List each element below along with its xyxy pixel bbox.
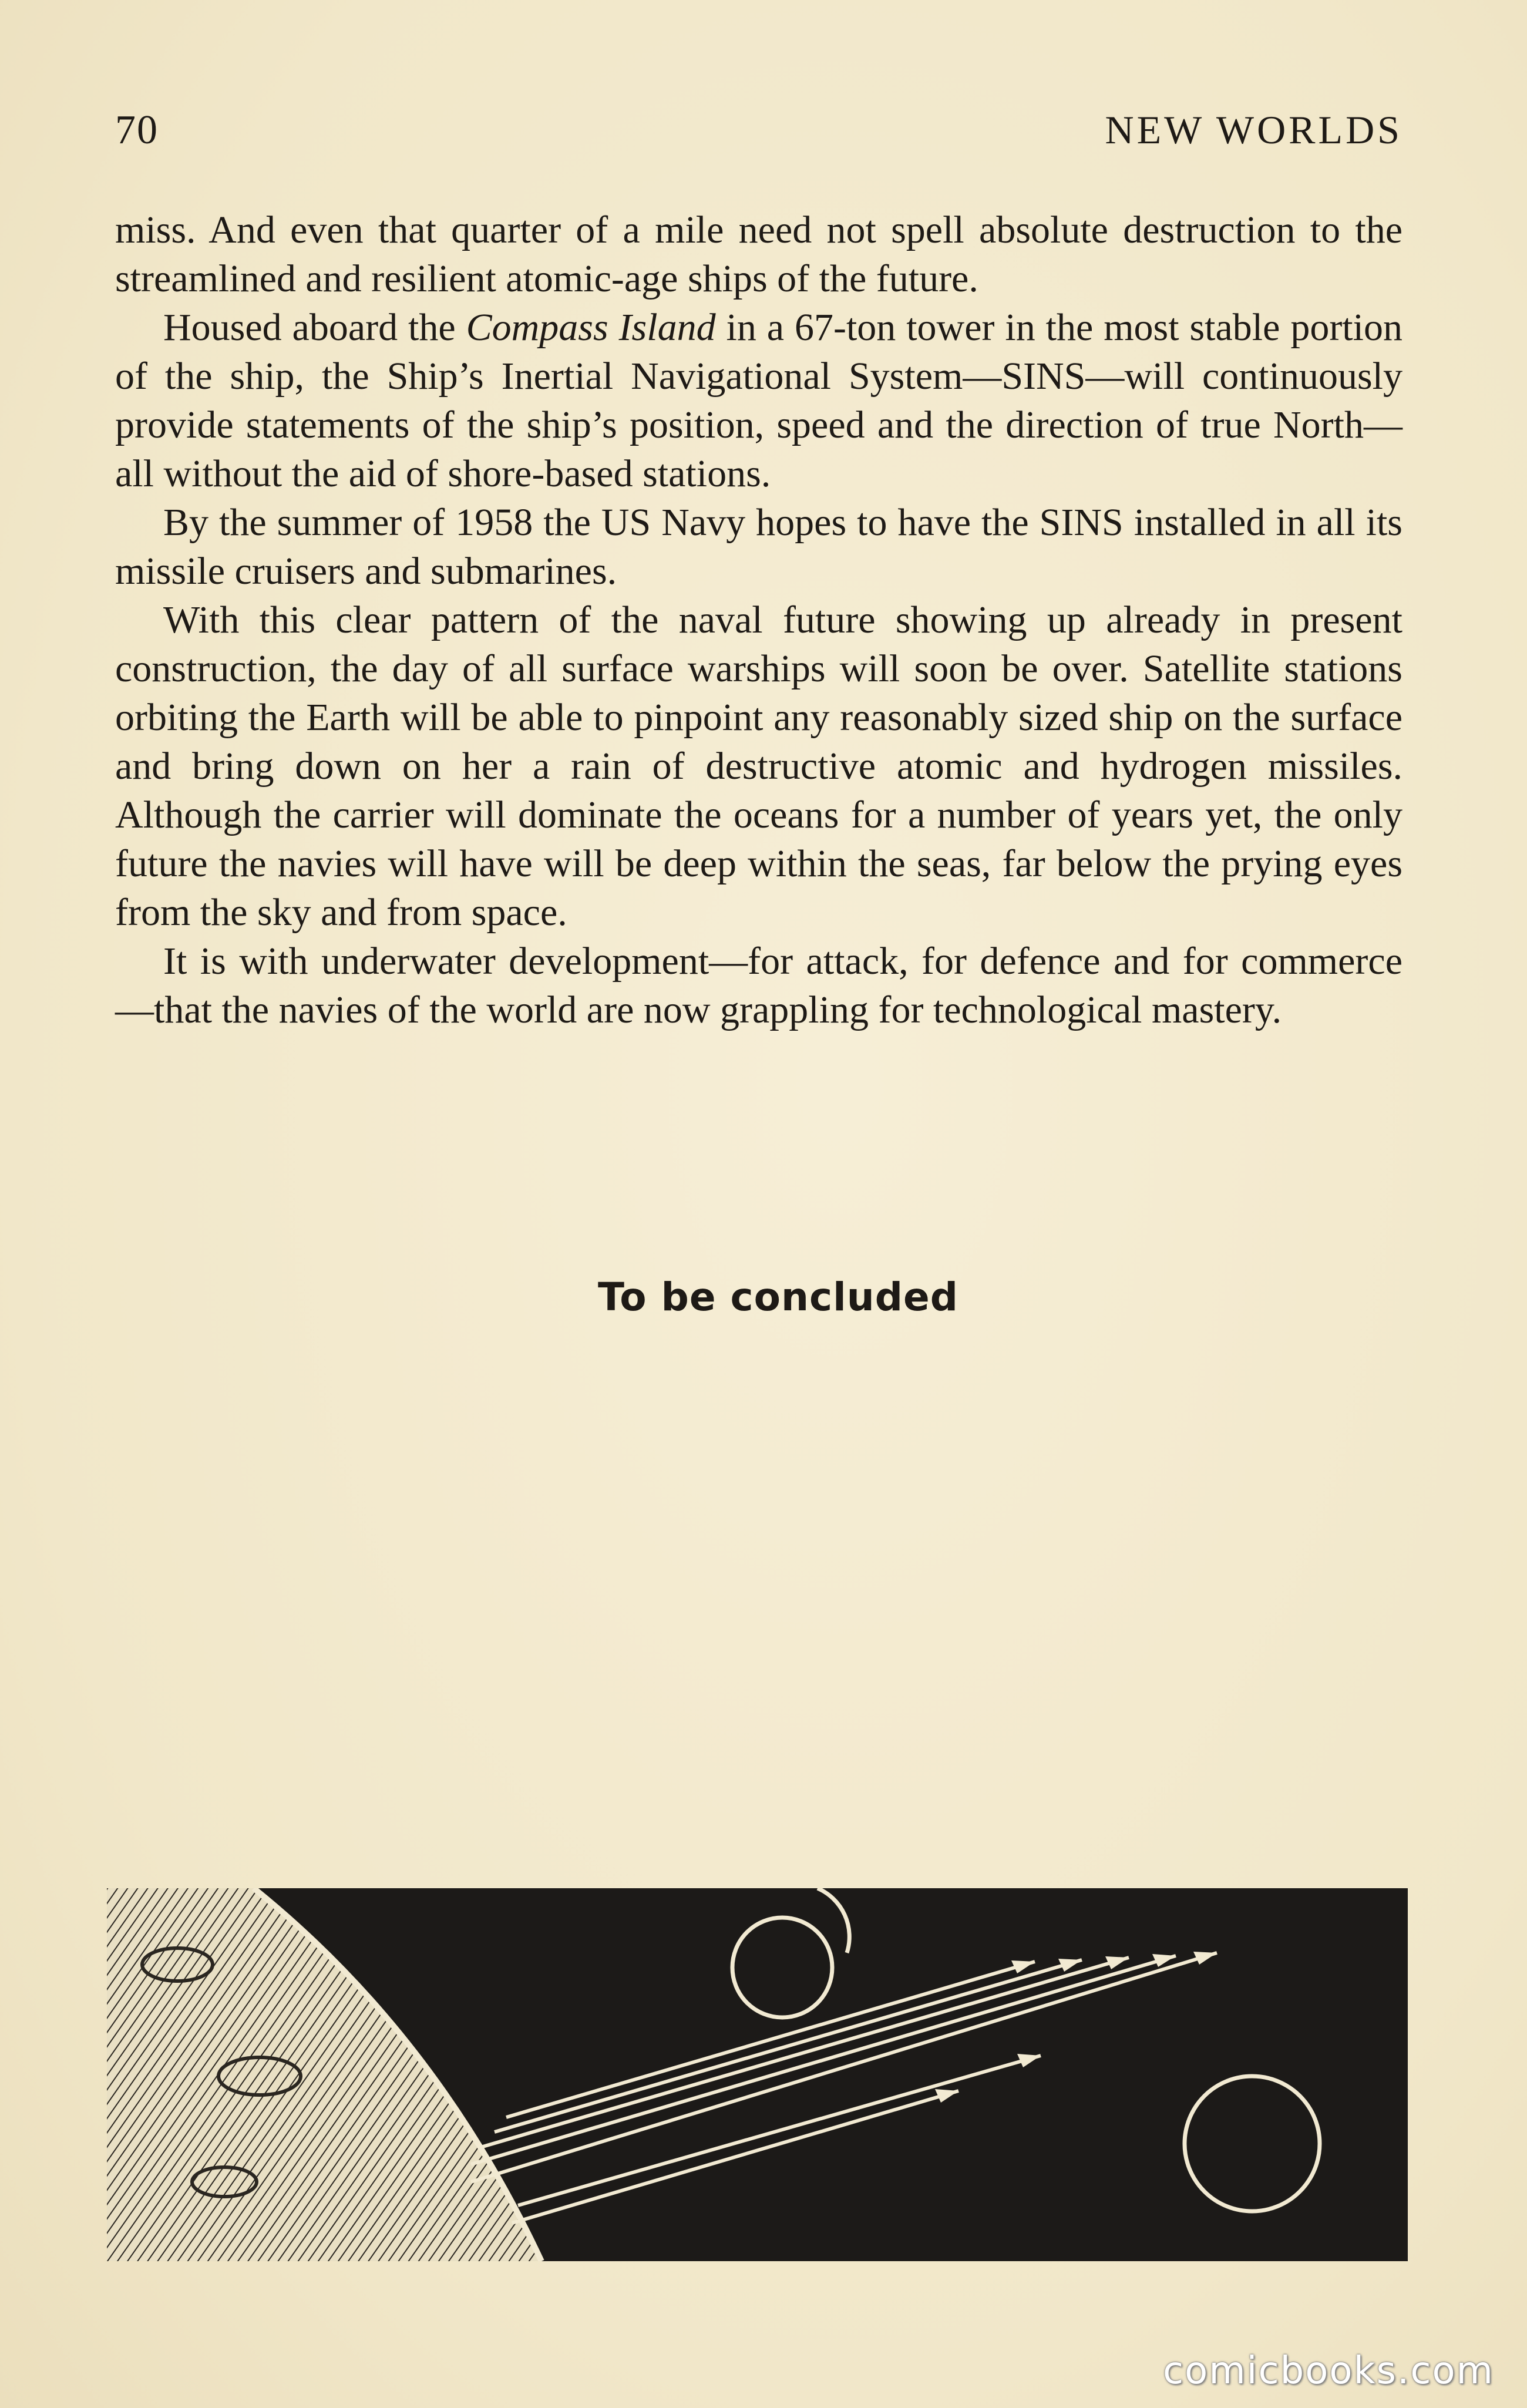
paragraph-5: It is with underwater development—for attack, for defence and for commerce—that the navies of the world are now grappling for technological mastery.	[115, 940, 1402, 1031]
page-number: 70	[115, 107, 159, 153]
running-head: NEW WORLDS	[1105, 107, 1402, 152]
space-illustration-svg	[107, 1888, 1408, 2261]
to-be-concluded: To be concluded	[598, 1274, 958, 1320]
paragraph-2-before: Housed aboard the	[163, 306, 466, 349]
paragraph-3: By the summer of 1958 the US Navy hopes to have the SINS installed in all its missile cruisers and submarines.	[115, 501, 1402, 593]
watermark: comicbooks.com	[1162, 2349, 1494, 2393]
page-header	[115, 107, 1402, 160]
article-body	[115, 206, 1402, 1034]
paragraph-4: With this clear pattern of the naval future showing up already in present construction, the day of all surface warships will soon be over. Satellite stations orbiting the Earth will be able to pinpoint any reasonably sized ship on the surface and bring down on her a rain of destructive atomic and hydrogen missiles. Although the carrier will dominate the oceans for a number of years yet, the only future the navies will have will be deep within the seas, far below the prying eyes from the sky and from space.	[115, 598, 1402, 934]
paragraph-1: miss. And even that quarter of a mile need not spell absolute destruction to the streamlined and resilient atomic-age ships of the future.	[115, 208, 1402, 300]
paragraph-2-after: in a 67-ton tower in the most stable portion of the ship, the Ship’s Inertial Navigational System—SINS—will continuously provide statements of the ship’s position, speed and the direction of true North—all without the aid of shore-based stations.	[115, 306, 1402, 495]
space-illustration	[107, 1888, 1408, 2261]
paragraph-2	[115, 303, 1402, 498]
ship-name-italic: Compass Island	[466, 306, 716, 349]
